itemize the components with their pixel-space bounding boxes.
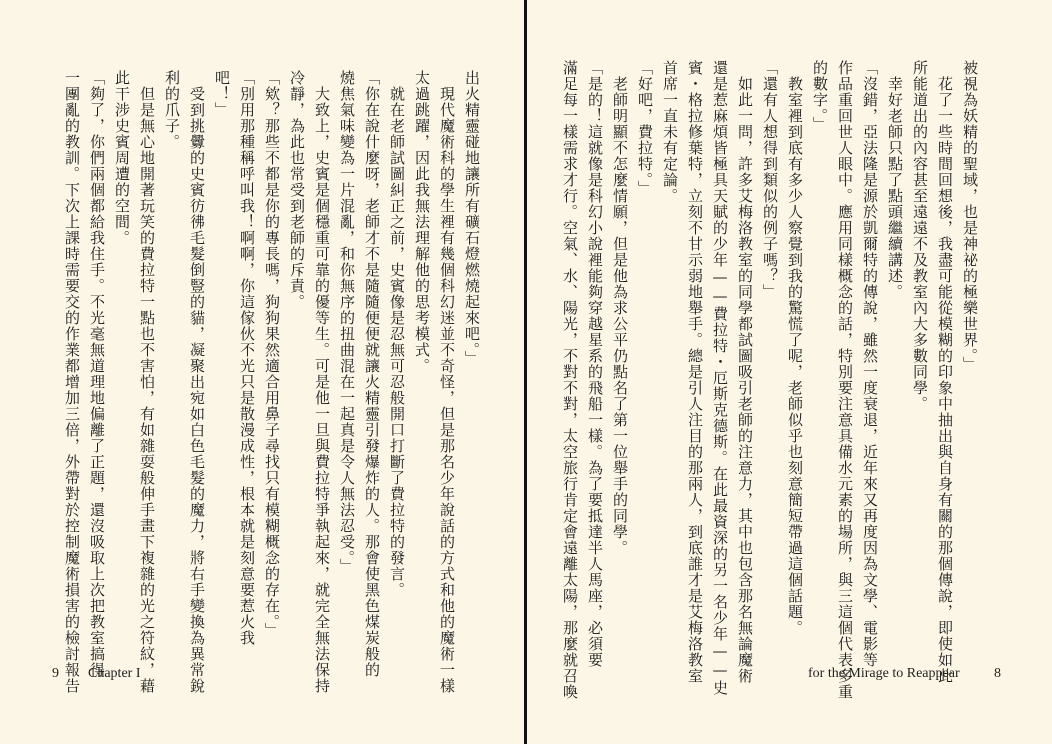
text-column: 一團亂的教訓。下次上課時需要交的作業都增加三倍，外帶對於控制魔術損害的檢討報告 xyxy=(63,70,81,694)
text-column: 幸好老師只點了點頭繼續講述。 xyxy=(886,60,904,300)
text-column: 教室裡到底有多少人察覺到我的驚慌了呢，老師似乎也刻意簡短帶過這個話題。 xyxy=(786,60,804,636)
text-column: 所能道出的內容甚至遠遠不及教室內大多數同學。 xyxy=(911,60,929,412)
page-number: 9 xyxy=(52,666,59,681)
text-column: 滿足每一樣需求才行。空氣、水、陽光，不對不對，太空旅行肯定會遠離太陽，那麼就召喚 xyxy=(561,60,579,700)
text-column: 受到挑釁的史賓彷彿毛髮倒豎的貓，凝聚出宛如白色毛髮的魔力，將右手變換為異常銳 xyxy=(188,70,206,694)
text-column: 大致上，史賓是個穩重可靠的優等生。可是他一旦與費拉特爭執起來，就完全無法保持 xyxy=(313,70,331,694)
text-column: 被視為妖精的聖域，也是神祕的極樂世界。」 xyxy=(961,60,979,373)
text-column: 首席一直未有定論。 xyxy=(661,60,679,204)
text-column: 作品重回世人眼中。應用同樣概念的話，特別要注意具備水元素的場所，與三這個代表多重 xyxy=(836,60,854,700)
text-column: 「好吧，費拉特。」 xyxy=(636,60,654,197)
text-column: 老師明顯不怎麼情願，但是他為求公平仍點名了第一位舉手的同學。 xyxy=(611,60,629,556)
text-column: 此干涉史賓周遭的空間。 xyxy=(113,70,131,246)
text-column: 出火精靈碰地讓所有礦石燈燃燒起來吧。」 xyxy=(463,70,481,367)
text-column: 「夠了，你們兩個都給我住手。不光毫無道理地偏離了正題，還沒吸取上次把教室搞得 xyxy=(88,70,106,678)
text-column: 「別用那種稱呼叫我！啊啊，你這傢伙不光只是散漫成性，根本就是刻意要惹火我 xyxy=(238,70,256,646)
text-column: 如此一問，許多艾梅洛教室的同學都試圖吸引老師的注意力，其中也包含那名無論魔術 xyxy=(736,60,754,684)
text-column: 就在老師試圖糾正之前，史賓像是忍無可忍般開口打斷了費拉特的發言。 xyxy=(388,70,406,598)
text-column: 「是的！這就像是科幻小說裡能夠穿越星系的飛船一樣。為了要抵達半人馬座，必須要 xyxy=(586,60,604,668)
right-page xyxy=(527,0,1052,744)
left-page xyxy=(0,0,524,744)
text-column: 「沒錯，亞法隆是源於凱爾特的傳說，雖然一度衰退，近年來又再度因為文學、電影等 xyxy=(861,60,879,668)
text-column: 現代魔術科的學生裡有幾個科幻迷並不奇怪，但是那名少年說話的方式和他的魔術一樣 xyxy=(438,70,456,694)
text-column: 賓・格拉修葉特，立刻不甘示弱地舉手。總是引人注目的那兩人，到底誰才是艾梅洛教室 xyxy=(686,60,704,684)
text-column: 花了一些時間回想後，我盡可能從模糊的印象中抽出與自身有關的那個傳說，即使如此 xyxy=(936,60,954,684)
running-header: Chapter I xyxy=(88,666,141,681)
text-column: 太過跳躍，因此我無法理解他的思考模式。 xyxy=(413,70,431,374)
text-column: 「還有人想得到類似的例子嗎？」 xyxy=(761,60,779,300)
page-number: 8 xyxy=(994,666,1001,681)
text-column: 吧！」 xyxy=(213,70,231,118)
text-column: 利的爪子。 xyxy=(163,70,181,150)
text-column: 燒焦氣味變為一片混亂，和你無序的扭曲混在一起真是令人無法忍受。」 xyxy=(338,70,356,575)
text-column: 冷靜，為此也常受到老師的斥責。 xyxy=(288,70,306,310)
text-column: 「你在說什麼呀，老師才不是隨隨便便就讓火精靈引發爆炸的人。那會使黑色煤炭般的 xyxy=(363,70,381,678)
text-column: 的數字。」 xyxy=(811,60,829,133)
text-column: 但是無心地開著玩笑的費拉特一點也不害怕，有如雜耍般伸手畫下複雜的光之符紋，藉 xyxy=(138,70,156,694)
running-header: for the Mirage to Reappear xyxy=(808,666,960,681)
text-column: 還是惹麻煩皆極具天賦的少年——費拉特・厄斯克德斯。在此最資深的另一名少年——史 xyxy=(711,60,729,696)
text-column: 「欸？那些不都是你的專長嗎，狗狗果然適合用鼻子尋找只有模糊概念的存在。」 xyxy=(263,70,281,639)
